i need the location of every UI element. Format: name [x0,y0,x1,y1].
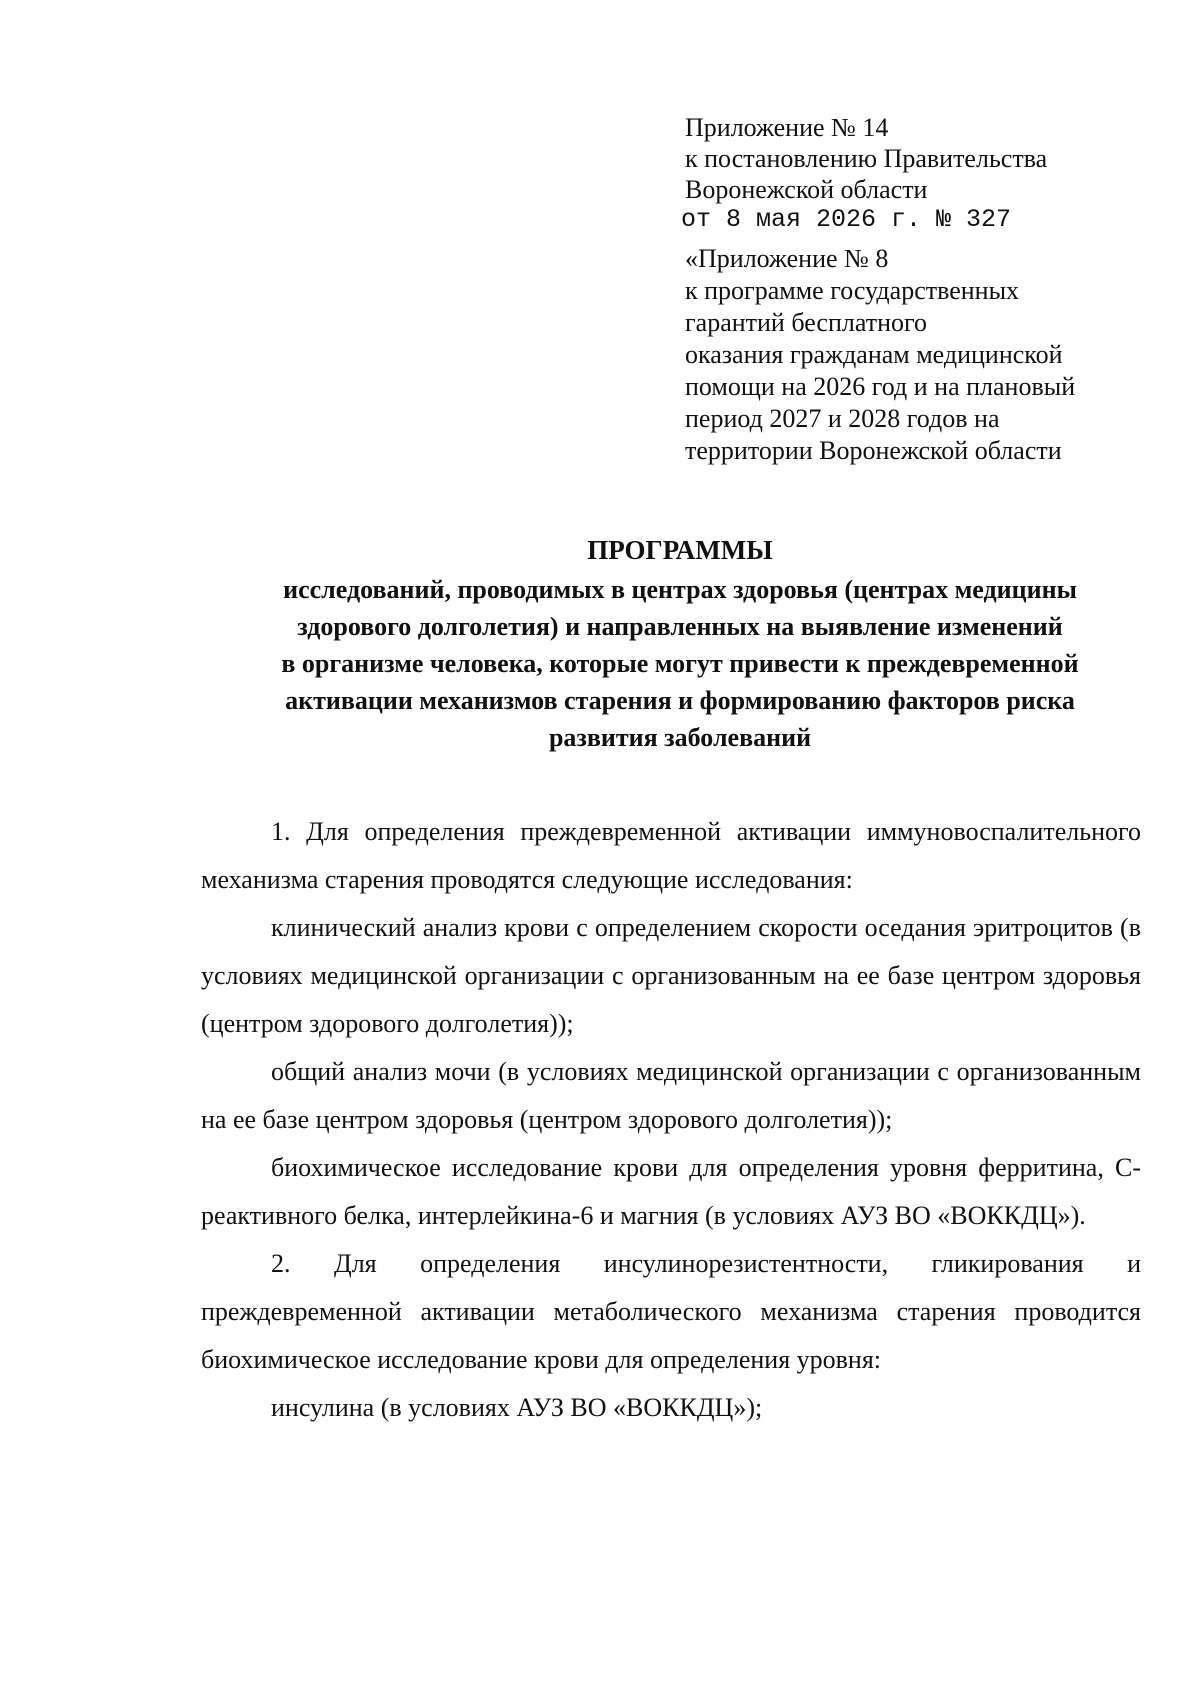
title-line: активации механизмов старения и формированию факторов риска [285,686,1075,715]
title-line: развития заболеваний [548,723,812,752]
paragraph-3: общий анализ мочи (в условиях медицинской организации с организованным на ее базе центром здоровья (центром здорового долголетия)); [201,1057,1141,1134]
annex-sub-line: оказания гражданам медицинской [685,340,1063,369]
annex-number: Приложение № 14 [685,113,889,142]
paragraph-1: 1. Для определения преждевременной активации иммуновоспалительного механизма старения проводятся следующие исследования: [201,817,1141,894]
paragraph-2: клинический анализ крови с определением скорости оседания эритроцитов (в условиях медицинской организации с организованным на ее базе центром здоровья (центром здорового долголетия)); [201,913,1141,1038]
document-title [200,532,1160,756]
title-main: ПРОГРАММЫ [587,535,773,565]
annex-sub-line: к программе государственных [685,276,1020,305]
annex-sub-line: период 2027 и 2028 годов на [685,404,1000,433]
annex-sub-line: гарантий бесплатного [685,308,928,337]
annex-header [681,112,1155,235]
annex-sub-line: помощи на 2026 год и на плановый [685,372,1076,401]
title-line: здорового долголетия) и направленных на выявление изменений [297,612,1063,641]
paragraph-5: 2. Для определения инсулинорезистентности, гликирования и преждевременной активации метаболического механизма старения проводится биохимическое исследование крови для определения уровня: [201,1249,1141,1374]
annex-resolution-ref: к постановлению Правительства [685,144,1048,173]
annex-sub-line: «Приложение № 8 [685,244,889,273]
resolution-date-stamp: от 8 мая 2026 г. № 327 [681,205,1012,234]
paragraph-6: инсулина (в условиях АУЗ ВО «ВОККДЦ»); [271,1393,763,1422]
annex-region: Воронежской области [685,175,928,204]
title-line: исследований, проводимых в центрах здоровья (центрах медицины [283,575,1077,604]
annex-sub-line: территории Воронежской области [685,436,1062,465]
title-line: в организме человека, которые могут привести к преждевременной [281,649,1079,678]
annex-sub-header [685,243,1155,467]
paragraph-4: биохимическое исследование крови для определения уровня ферритина, С-реактивного белка, интерлейкина-6 и магния (в условиях АУЗ ВО «ВОККДЦ»). [201,1153,1141,1230]
document-body [201,808,1141,1432]
